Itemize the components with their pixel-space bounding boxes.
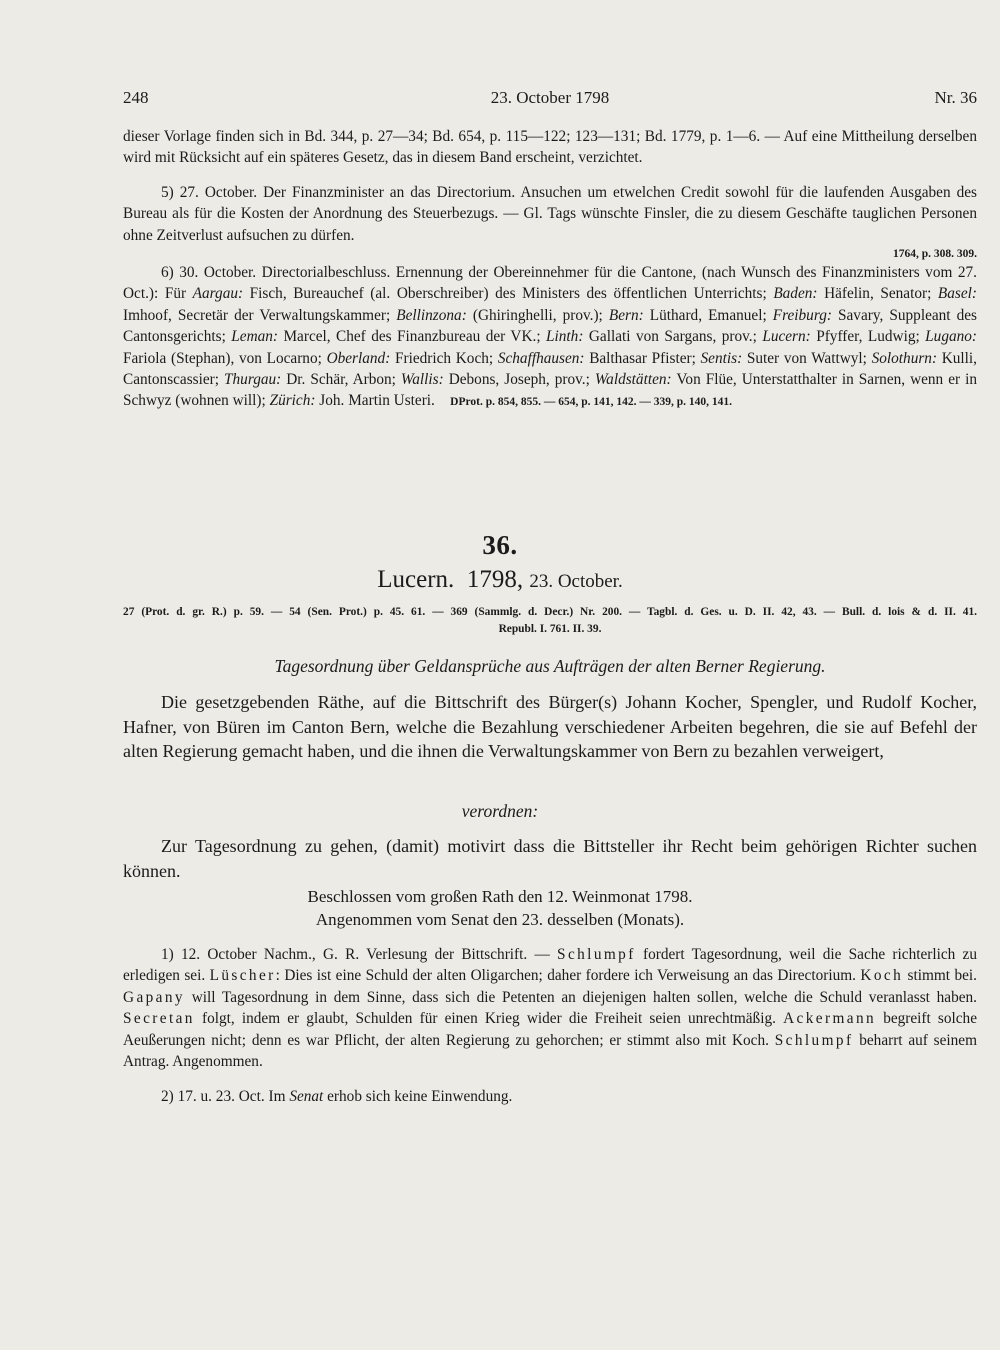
appointment-person: Häfelin, Senator; [817, 285, 938, 303]
resolution-lines [0, 885, 1000, 931]
appointment-canton: Bellinzona: [396, 306, 467, 324]
note-text: 1) 12. October Nachm., G. R. Verlesung der Bittschrift. — [161, 946, 558, 963]
appointments-list [123, 285, 977, 409]
header-document-number: Nr. 36 [934, 88, 977, 107]
appointment-canton: Waldstätten: [594, 371, 672, 389]
note-2-rest: erhob sich keine Einwendung. [323, 1088, 513, 1106]
appointment-person: Fisch, Bureauchef (al. Oberschreiber) des Ministers des öffentlichen Unterrichts; [243, 285, 774, 303]
appointment-person: Joh. Martin Usteri. [315, 392, 435, 410]
enacting-word: verordnen: [461, 801, 539, 821]
appointment-person: Von Flüe, Unterstatthalter in Sarnen, wenn er in Schwyz (wohnen will); [123, 371, 977, 410]
appointment-person: Pfyffer, Ludwig; [810, 328, 926, 346]
decision-paragraph: Zur Tagesordnung zu gehen, (damit) motivirt dass die Bittsteller ihr Recht beim gehörigen Richter suchen können. [123, 836, 977, 881]
appointment-person: (Ghiringhelli, prov.); [466, 306, 609, 324]
note-text: beharrt auf seinem Antrag. Angenommen. [123, 1031, 977, 1071]
note-text: stimmt bei. [903, 967, 977, 985]
item-6-reference: DProt. p. 854, 855. — 654, p. 141, 142. — 339, p. 140, 141. [450, 396, 733, 409]
document-heading [0, 566, 1000, 594]
appointment-canton: Lucern: [762, 328, 811, 346]
appointment-canton: Aargau: [192, 285, 244, 303]
appointment-canton: Baden: [773, 285, 818, 303]
source-references [123, 604, 977, 638]
speaker-name: Schlumpf [557, 946, 636, 963]
document-place: Lucern. [377, 566, 455, 593]
preamble-paragraph: Die gesetzgebenden Räthe, auf die Bittschrift des Bürger(s) Johann Kocher, Spengler, und Rudolf Kocher, Hafner, von Büren im Canton Bern, welche die Bezahlung verschiedener Arbeiten begehren, die sie auf Befehl der alten Regierung gemacht haben, und die ihnen die Verwaltungskammer von Bern zu bezahlen verweigert, [123, 692, 977, 762]
appointment-canton: Schaffhausen: [497, 349, 585, 367]
appointment-person: Savary, Suppleant des Cantonsgerichts; [123, 306, 977, 346]
continuation-paragraph: dieser Vorlage finden sich in Bd. 344, p. 27—34; Bd. 654, p. 115—122; 123—131; Bd. 1779, p. 1—6. — Auf eine Mittheilung derselben wird mit Rücksicht auf ein späteres Gesetz, das in diesem Band erscheint, verzichtet. [123, 128, 977, 167]
appointment-person: Gallati von Sargans, prov.; [583, 328, 763, 346]
appointment-canton: Oberland: [326, 349, 391, 367]
appointment-canton: Lugano: [925, 328, 978, 346]
accepted-senate: Angenommen vom Senat den 23. desselben (Monats). [315, 910, 685, 929]
appointment-canton: Wallis: [400, 371, 444, 389]
source-references-line-1: 27 (Prot. d. gr. R.) p. 59. — 54 (Sen. Prot.) p. 45. 61. — 369 (Sammlg. d. Decr.) Nr. 200. — Tagbl. d. Ges. u. D. II. 42, 43. — Bull. d. lois & d. II. 41. [123, 606, 977, 618]
appointment-person: Suter von Wattwyl; [742, 349, 872, 367]
appointment-canton: Freiburg: [772, 306, 832, 324]
appointment-canton: Zürich: [269, 392, 316, 410]
note-2-lead: 2) 17. u. 23. Oct. Im [161, 1088, 290, 1106]
note-text: : Dies ist eine Schuld der alten Oligarchen; daher fordere ich Verweisung an das Directorium. [275, 967, 861, 985]
debate-notes [123, 944, 977, 1108]
note-text: begreift solche Aeußerungen nicht; denn es war Pflicht, der alten Regierung zu gehorchen; er stimmt also mit Koch. [123, 1010, 977, 1049]
appointment-person: Fariola (Stephan), von Locarno; [123, 349, 327, 367]
appointment-person: Kulli, Cantonscassier; [123, 349, 978, 389]
appointment-canton: Solothurn: [871, 349, 938, 367]
appointment-canton: Basel: [937, 285, 978, 303]
document-number: 36. [482, 530, 518, 560]
speaker-name: Lüscher [209, 967, 276, 985]
item-5-paragraph: 5) 27. October. Der Finanzminister an das Directorium. Ansuchen um etwelchen Credit sowohl für die laufenden Ausgaben des Bureau als für die Kosten der Anordnung des Steuerbezugs. — Gl. Tags wünschte Finsler, die zu diesem Geschäfte tauglichen Personen ohne Zeitverlust aufsuchen zu dürfen. [123, 183, 977, 244]
item-5-reference: 1764, p. 308. 309. [892, 248, 977, 261]
appointment-person: Marcel, Chef des Finanzbureau der VK.; [278, 328, 547, 346]
source-references-line-2: Republ. I. 761. II. 39. [498, 623, 602, 635]
running-header [123, 88, 977, 114]
appointment-person: Dr. Schär, Arbon; [281, 371, 401, 389]
item-6-lead: 6) 30. October. Directorialbeschluss. Ernennung der Obereinnehmer für die Cantone, (nach Wunsch des Finanzministers vom 27. Oct.): Für [123, 264, 977, 303]
appointment-canton: Bern: [608, 306, 644, 324]
header-date: 23. October 1798 [490, 88, 610, 107]
document-subject: Tagesordnung über Geldansprüche aus Aufträgen der alten Berner Regierung. [274, 656, 826, 676]
resolved-great-council: Beschlossen vom großen Rath den 12. Weinmonat 1798. [307, 887, 693, 906]
appointment-person: Balthasar Pfister; [584, 349, 701, 367]
appointment-canton: Linth: [546, 328, 584, 346]
document-date: 23. October. [529, 571, 623, 592]
decree-preamble [123, 690, 977, 764]
note-2 [123, 1086, 977, 1107]
note-text: folgt, indem er glaubt, Schulden für einen Krieg wider die Freiheit seien unrechtmäßig. [194, 1010, 784, 1028]
speaker-name: Koch [860, 967, 904, 985]
appointment-canton: Thurgau: [224, 371, 282, 389]
appointment-person: Debons, Joseph, prov.; [443, 371, 595, 389]
page-number: 248 [123, 88, 149, 107]
appointment-person: Imhoof, Secretär der Verwaltungskammer; [123, 306, 397, 324]
speaker-name: Schlumpf [774, 1031, 854, 1049]
appointment-canton: Sentis: [700, 349, 743, 367]
document-year: 1798, [466, 566, 524, 593]
note-text: will Tagesordnung in dem Sinne, dass sich die Petenten an diejenigen halten sollen, welche die Schuld veranlasst haben. [184, 988, 977, 1006]
appointment-person: Lüthard, Emanuel; [643, 306, 773, 324]
appointment-person: Friedrich Koch; [390, 349, 498, 367]
appointment-canton: Leman: [231, 328, 279, 346]
speaker-name: Gapany [123, 988, 185, 1006]
note-text: fordert Tagesordnung, weil die Sache richterlich zu erledigen sei. [123, 946, 977, 985]
top-section [123, 126, 977, 414]
speaker-name: Ackermann [783, 1010, 877, 1028]
note-1 [123, 944, 977, 1072]
item-6-paragraph [123, 262, 977, 414]
note-2-senat: Senat [289, 1088, 324, 1106]
speaker-name: Secretan [123, 1010, 195, 1028]
